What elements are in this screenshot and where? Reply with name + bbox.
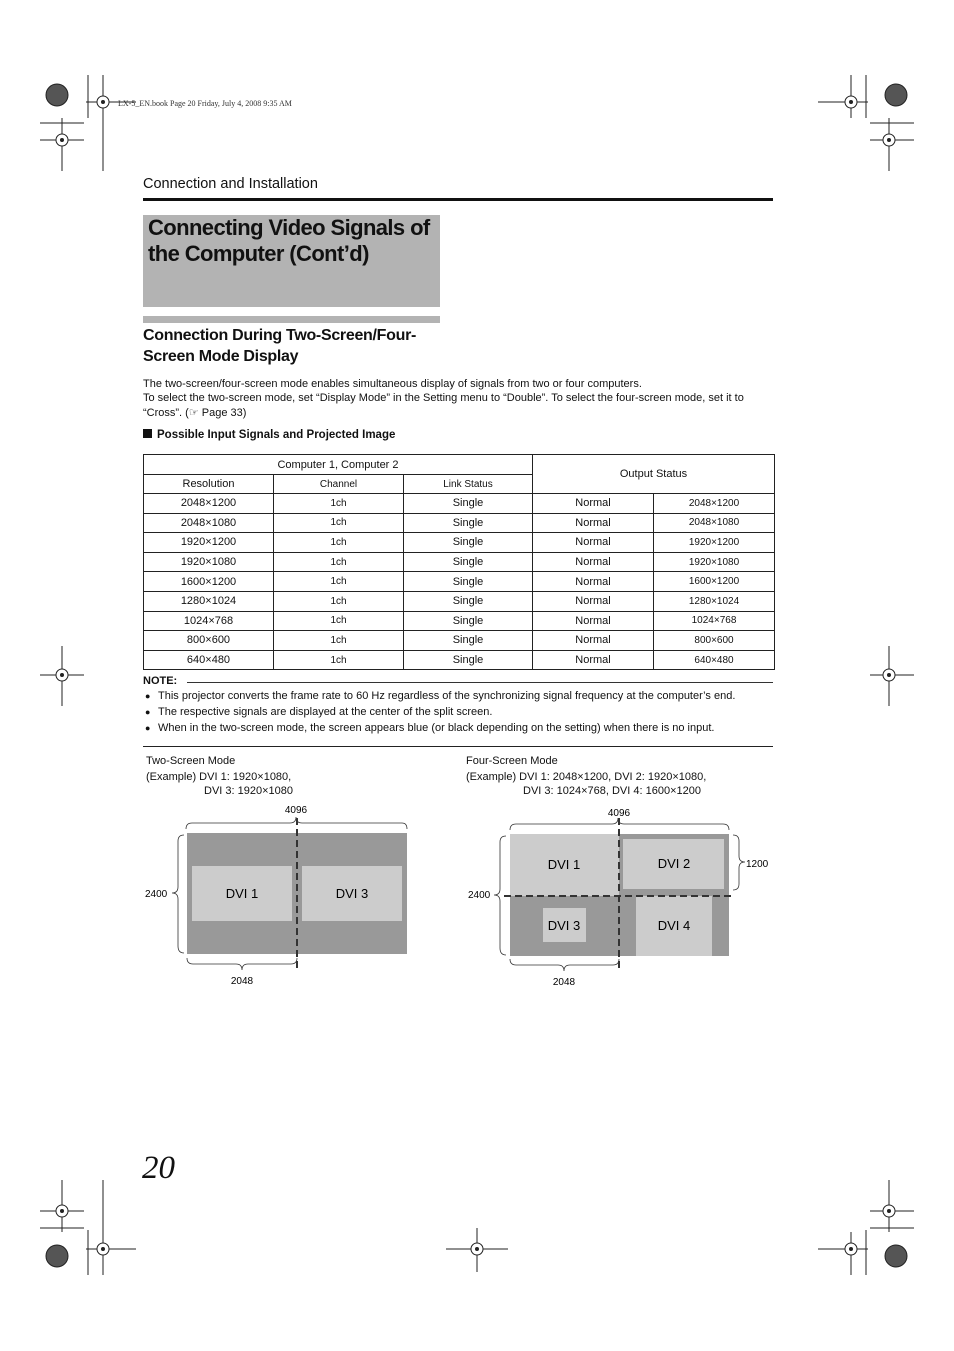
width-label: 4096 bbox=[607, 808, 631, 819]
half-width-label: 2048 bbox=[230, 976, 254, 987]
table-row bbox=[144, 572, 775, 592]
output-cell: 800×600 bbox=[654, 631, 775, 651]
note-item: ● This projector converts the frame rate to 60 Hz regardless of the synchronizing signal frequency at the computer’s end. bbox=[143, 688, 775, 704]
resolution-cell: 2048×1200 bbox=[144, 494, 274, 514]
resolution-cell: 800×600 bbox=[144, 631, 274, 651]
status-cell: Normal bbox=[533, 631, 654, 651]
channel-cell: 1ch bbox=[274, 650, 404, 670]
width-label: 4096 bbox=[284, 805, 308, 816]
notes bbox=[143, 674, 775, 736]
output-cell: 1920×1200 bbox=[654, 533, 775, 553]
four-screen-diagram bbox=[460, 800, 780, 994]
channel-cell: 1ch bbox=[274, 572, 404, 592]
dvi2-label: DVI 2 bbox=[657, 856, 691, 871]
channel-header: Channel bbox=[274, 475, 404, 494]
link-status-cell: Single bbox=[404, 631, 533, 651]
link-status-header: Link Status bbox=[404, 475, 533, 494]
table-row bbox=[144, 631, 775, 651]
page-title: Connecting Video Signals of the Computer (Cont’d) bbox=[148, 215, 430, 266]
dvi3-label: DVI 3 bbox=[547, 918, 581, 933]
group-header: Computer 1, Computer 2 bbox=[144, 455, 533, 475]
half-width-brace bbox=[510, 959, 619, 971]
height-label: 2400 bbox=[145, 889, 168, 900]
output-cell: 1024×768 bbox=[654, 611, 775, 631]
header-rule bbox=[143, 198, 773, 201]
note-title: NOTE: bbox=[143, 674, 180, 688]
resolution-cell: 640×480 bbox=[144, 650, 274, 670]
signals-heading bbox=[143, 429, 395, 441]
resolution-cell: 1600×1200 bbox=[144, 572, 274, 592]
table-row bbox=[144, 611, 775, 631]
intro-paragraph-2: To select the two-screen mode, set “Display Mode” in the Setting menu to “Double”. To select the four-screen mode, set it to “Cross”. (☞ Page 33) bbox=[143, 392, 744, 419]
table-row bbox=[144, 650, 775, 670]
output-cell: 1280×1024 bbox=[654, 591, 775, 611]
table-row bbox=[144, 533, 775, 553]
output-status-header: Output Status bbox=[533, 455, 775, 494]
two-screen-example-1: (Example) DVI 1: 1920×1080, bbox=[146, 771, 292, 783]
two-screen-example-2: DVI 3: 1920×1080 bbox=[204, 785, 293, 797]
status-cell: Normal bbox=[533, 650, 654, 670]
resolution-cell: 1280×1024 bbox=[144, 591, 274, 611]
status-cell: Normal bbox=[533, 513, 654, 533]
link-status-cell: Single bbox=[404, 611, 533, 631]
half-height-brace bbox=[733, 835, 745, 890]
channel-cell: 1ch bbox=[274, 552, 404, 572]
channel-cell: 1ch bbox=[274, 533, 404, 553]
note-item: ● When in the two-screen mode, the screen appears blue (or black depending on the setting) when there is no input. bbox=[143, 720, 775, 736]
note-item: ● The respective signals are displayed at the center of the split screen. bbox=[143, 704, 775, 720]
channel-cell: 1ch bbox=[274, 494, 404, 514]
intro-text bbox=[143, 377, 775, 420]
dvi1-label: DVI 1 bbox=[547, 857, 581, 872]
dvi1-label: DVI 1 bbox=[225, 886, 259, 901]
status-cell: Normal bbox=[533, 494, 654, 514]
half-width-brace bbox=[187, 958, 297, 970]
channel-cell: 1ch bbox=[274, 513, 404, 533]
resolution-cell: 1024×768 bbox=[144, 611, 274, 631]
book-info: LX-5_EN.book Page 20 Friday, July 4, 2008 9:35 AM bbox=[118, 99, 292, 108]
channel-cell: 1ch bbox=[274, 631, 404, 651]
status-cell: Normal bbox=[533, 591, 654, 611]
half-height-label: 1200 bbox=[746, 859, 769, 870]
link-status-cell: Single bbox=[404, 572, 533, 592]
table-row bbox=[144, 494, 775, 514]
resolution-cell: 1920×1200 bbox=[144, 533, 274, 553]
subsection-title: Connection During Two-Screen/Four- Screen Mode Display bbox=[143, 327, 417, 365]
link-status-cell: Single bbox=[404, 591, 533, 611]
status-cell: Normal bbox=[533, 533, 654, 553]
two-screen-diagram bbox=[140, 800, 420, 992]
output-cell: 2048×1080 bbox=[654, 513, 775, 533]
square-bullet-icon bbox=[143, 429, 152, 438]
link-status-cell: Single bbox=[404, 533, 533, 553]
section-divider bbox=[143, 746, 773, 747]
table-row bbox=[144, 591, 775, 611]
dvi3-label: DVI 3 bbox=[335, 886, 369, 901]
link-status-cell: Single bbox=[404, 494, 533, 514]
note-rule bbox=[187, 682, 773, 683]
table-row bbox=[144, 513, 775, 533]
output-cell: 2048×1200 bbox=[654, 494, 775, 514]
two-screen-label: Two-Screen Mode bbox=[146, 755, 236, 767]
status-cell: Normal bbox=[533, 611, 654, 631]
status-cell: Normal bbox=[533, 572, 654, 592]
resolution-cell: 1920×1080 bbox=[144, 552, 274, 572]
signals-table bbox=[143, 454, 775, 670]
output-cell: 1920×1080 bbox=[654, 552, 775, 572]
channel-cell: 1ch bbox=[274, 591, 404, 611]
status-cell: Normal bbox=[533, 552, 654, 572]
four-screen-label: Four-Screen Mode bbox=[466, 755, 558, 767]
resolution-cell: 2048×1080 bbox=[144, 513, 274, 533]
table-row bbox=[144, 552, 775, 572]
output-cell: 1600×1200 bbox=[654, 572, 775, 592]
height-label: 2400 bbox=[468, 890, 491, 901]
intro-paragraph-1: The two-screen/four-screen mode enables simultaneous display of signals from two or four computers. bbox=[143, 378, 642, 390]
half-width-label: 2048 bbox=[552, 977, 576, 988]
height-brace bbox=[172, 835, 184, 953]
subsection-bar bbox=[143, 316, 440, 323]
four-screen-example-1: (Example) DVI 1: 2048×1200, DVI 2: 1920×1080, bbox=[466, 771, 707, 783]
channel-cell: 1ch bbox=[274, 611, 404, 631]
resolution-header: Resolution bbox=[144, 475, 274, 494]
link-status-cell: Single bbox=[404, 552, 533, 572]
dvi4-label: DVI 4 bbox=[657, 918, 691, 933]
link-status-cell: Single bbox=[404, 513, 533, 533]
output-cell: 640×480 bbox=[654, 650, 775, 670]
four-screen-example-2: DVI 3: 1024×768, DVI 4: 1600×1200 bbox=[523, 785, 701, 797]
section-header: Connection and Installation bbox=[143, 176, 318, 192]
page-number: 20 bbox=[142, 1150, 175, 1186]
signals-heading-text: Possible Input Signals and Projected Image bbox=[157, 429, 396, 441]
link-status-cell: Single bbox=[404, 650, 533, 670]
